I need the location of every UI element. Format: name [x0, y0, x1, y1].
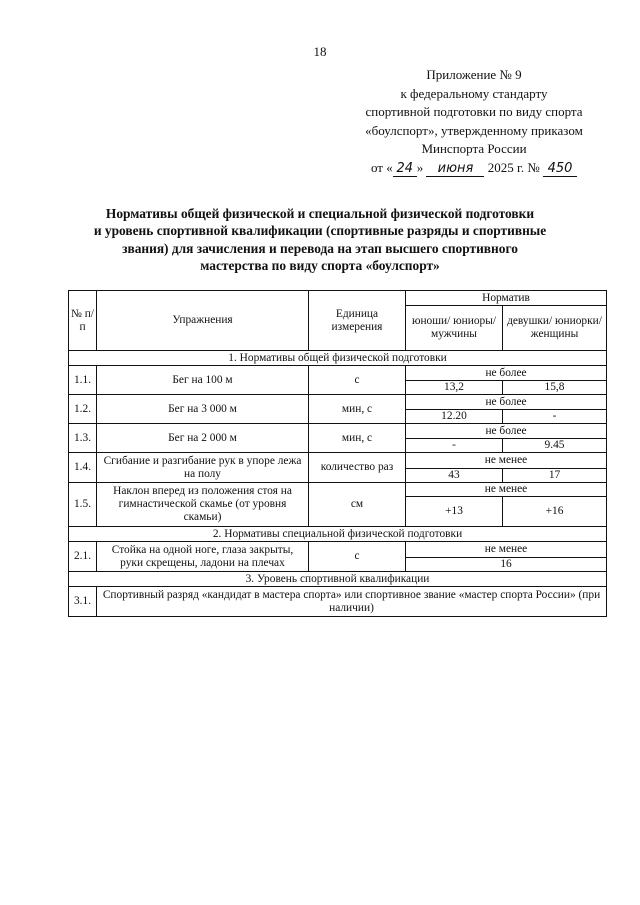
row-exercise: Стойка на одной ноге, глаза закрыты, руки скрещены, ладони на плечах — [97, 542, 309, 572]
row-condition: не более — [406, 395, 607, 410]
appendix-line: «боулспорт», утвержденному приказом — [365, 122, 583, 138]
row-num: 1.5. — [69, 483, 97, 527]
order-day: 24 — [393, 162, 417, 177]
order-number: 450 — [543, 162, 577, 177]
appendix-header — [340, 66, 608, 178]
row-condition: не менее — [406, 542, 607, 558]
order-line — [340, 159, 608, 178]
row-female-value: 9.45 — [503, 439, 607, 453]
appendix-line: Минспорта России — [421, 141, 527, 157]
order-prefix: от « — [370, 159, 393, 175]
header-unit: Единица измерения — [309, 291, 406, 351]
table-row — [69, 453, 607, 469]
title-line: и уровень спортивной квалификации (спортивные разряды и спортивные — [93, 223, 547, 239]
row-condition: не более — [406, 424, 607, 439]
order-year: 2025 г. № — [487, 159, 540, 175]
row-unit: с — [309, 366, 406, 395]
row-num: 1.1. — [69, 366, 97, 395]
row-qualification: Спортивный разряд «кандидат в мастера спорта» или спортивное звание «мастер спорта России» (при наличии) — [97, 587, 607, 617]
row-condition: не более — [406, 366, 607, 381]
row-exercise: Бег на 100 м — [97, 366, 309, 395]
page-number: 18 — [313, 44, 327, 59]
table-row — [69, 587, 607, 617]
row-female-value: 15,8 — [503, 381, 607, 395]
row-female-value: +16 — [503, 497, 607, 527]
header-female: девушки/ юниорки/ женщины — [503, 306, 607, 351]
order-mid: » — [416, 159, 424, 175]
row-condition: не менее — [406, 483, 607, 497]
row-unit: количество раз — [309, 453, 406, 483]
row-unit: мин, с — [309, 424, 406, 453]
section-title: 1. Нормативы общей физической подготовки — [69, 351, 607, 366]
row-exercise: Бег на 2 000 м — [97, 424, 309, 453]
row-unit: с — [309, 542, 406, 572]
section-title: 2. Нормативы специальной физической подготовки — [69, 527, 607, 542]
row-male-value: +13 — [406, 497, 503, 527]
table-row — [69, 395, 607, 410]
table-row — [69, 366, 607, 381]
header-norm: Норматив — [406, 291, 607, 306]
title-line: мастерства по виду спорта «боулспорт» — [200, 258, 440, 274]
header-num: № п/п — [69, 291, 97, 351]
row-unit: см — [309, 483, 406, 527]
header-exercise: Упражнения — [97, 291, 309, 351]
appendix-line: спортивной подготовки по виду спорта — [365, 104, 583, 120]
row-male-value: - — [406, 439, 503, 453]
document-title — [60, 205, 580, 275]
row-exercise: Наклон вперед из положения стоя на гимнастической скамье (от уровня скамьи) — [97, 483, 309, 527]
order-month: июня — [426, 162, 484, 177]
table-row — [69, 542, 607, 558]
section-row — [69, 351, 607, 366]
row-num: 1.3. — [69, 424, 97, 453]
section-row — [69, 527, 607, 542]
row-unit: мин, с — [309, 395, 406, 424]
header-male: юноши/ юниоры/ мужчины — [406, 306, 503, 351]
row-num: 1.4. — [69, 453, 97, 483]
row-num: 2.1. — [69, 542, 97, 572]
row-condition: не менее — [406, 453, 607, 469]
appendix-line: к федеральному стандарту — [400, 85, 548, 101]
table-row — [69, 483, 607, 497]
row-male-value: 12.20 — [406, 410, 503, 424]
row-num: 1.2. — [69, 395, 97, 424]
row-exercise: Бег на 3 000 м — [97, 395, 309, 424]
title-line: звания) для зачисления и перевода на этап высшего спортивного — [122, 240, 518, 256]
row-value: 16 — [406, 558, 607, 572]
appendix-line: Приложение № 9 — [426, 67, 522, 82]
title-line: Нормативы общей физической и специальной физической подготовки — [105, 206, 535, 221]
section-title: 3. Уровень спортивной квалификации — [69, 572, 607, 587]
row-num: 3.1. — [69, 587, 97, 617]
row-female-value: - — [503, 410, 607, 424]
table-header-row — [69, 291, 607, 306]
section-row — [69, 572, 607, 587]
row-female-value: 17 — [503, 469, 607, 483]
row-male-value: 13,2 — [406, 381, 503, 395]
row-exercise: Сгибание и разгибание рук в упоре лежа на полу — [97, 453, 309, 483]
norms-table — [68, 290, 607, 617]
table-row — [69, 424, 607, 439]
row-male-value: 43 — [406, 469, 503, 483]
